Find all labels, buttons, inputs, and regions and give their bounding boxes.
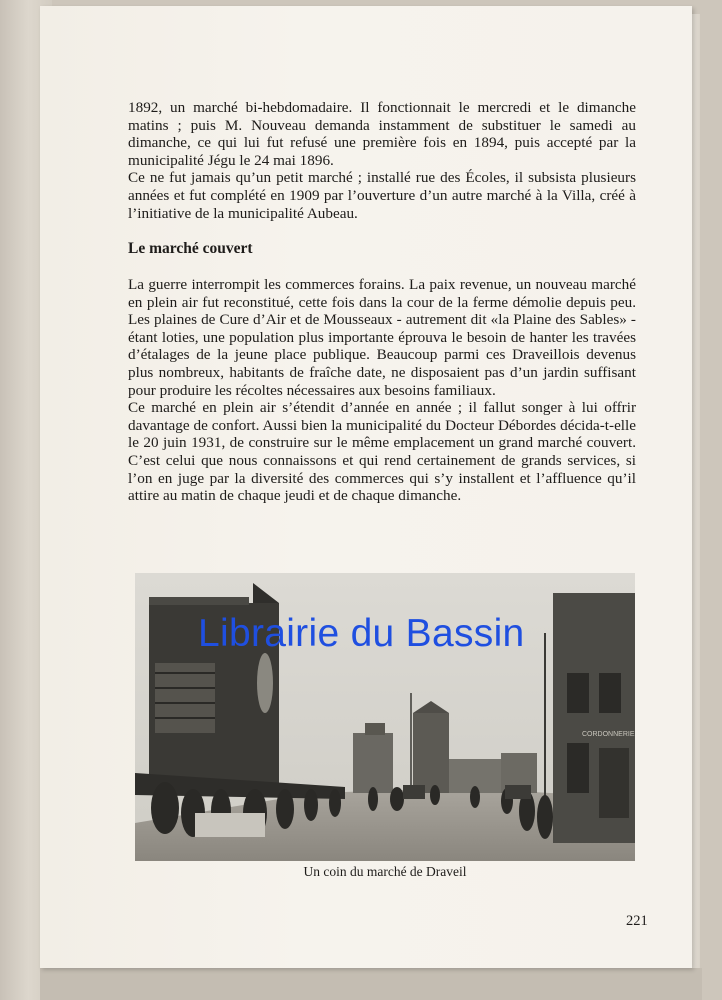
paragraph-1: 1892, un marché bi-hebdomadaire. Il fonctionnait le mercredi et le dimanche matins ; puis M. Nouveau demanda instamment de substituer le samedi au dimanche, ce qui lui fut refusé une première fois en 1894, puis accepté par la municipalité Jégu le 24 mai 1896. xyxy=(128,99,636,169)
section-heading: Le marché couvert xyxy=(128,240,253,257)
book-bottom-shadow xyxy=(40,968,702,1000)
shop-sign: CORDONNERIE xyxy=(582,731,635,738)
paragraph-3: La guerre interrompit les commerces forains. La paix revenue, un nouveau marché en plein air fut reconstitué, cette fois dans la cour de la ferme démolie depuis peu. Les plaines de Cure d’Air et de Mousseaux - autrement dit «la Plaine des Sables» - étant loties, une population plus importante éprouva le besoin de hanter les travées d’étalages de la jeune place publique. Beaucoup parmi ces Draveillois devenus plus nombreux, habitants de fraîche date, ne disposaient pas d’un jardin suffisant pour produire les récoltes nécessaires aux besoins familiaux. xyxy=(128,276,636,399)
paragraph-4: Ce marché en plein air s’étendit d’année en année ; il fallut songer à lui offrir davantage de confort. Aussi bien la municipalité du Docteur Débordes décida-t-elle le 20 juin 1931, de construire sur le même emplacement un grand marché couvert. C’est celui que nous connaissons et qui rend certainement de grands services, si l’on en juge par la diversité des commerces qui s’y installent et l’affluence qu’il attire au matin de chaque jeudi et de chaque dimanche. xyxy=(128,399,636,505)
watermark-text: Librairie du Bassin xyxy=(198,612,525,655)
paragraph-2: Ce ne fut jamais qu’un petit marché ; installé rue des Écoles, il subsista plusieurs années et fut complété en 1909 par l’ouverture d’un autre marché à la Villa, créé à l’initiative de la municipalité Aubeau. xyxy=(128,169,636,222)
photo-caption: Un coin du marché de Draveil xyxy=(303,864,467,879)
top-text-block xyxy=(128,99,636,222)
section-text-block xyxy=(128,276,636,505)
page-number: 221 xyxy=(626,913,648,929)
